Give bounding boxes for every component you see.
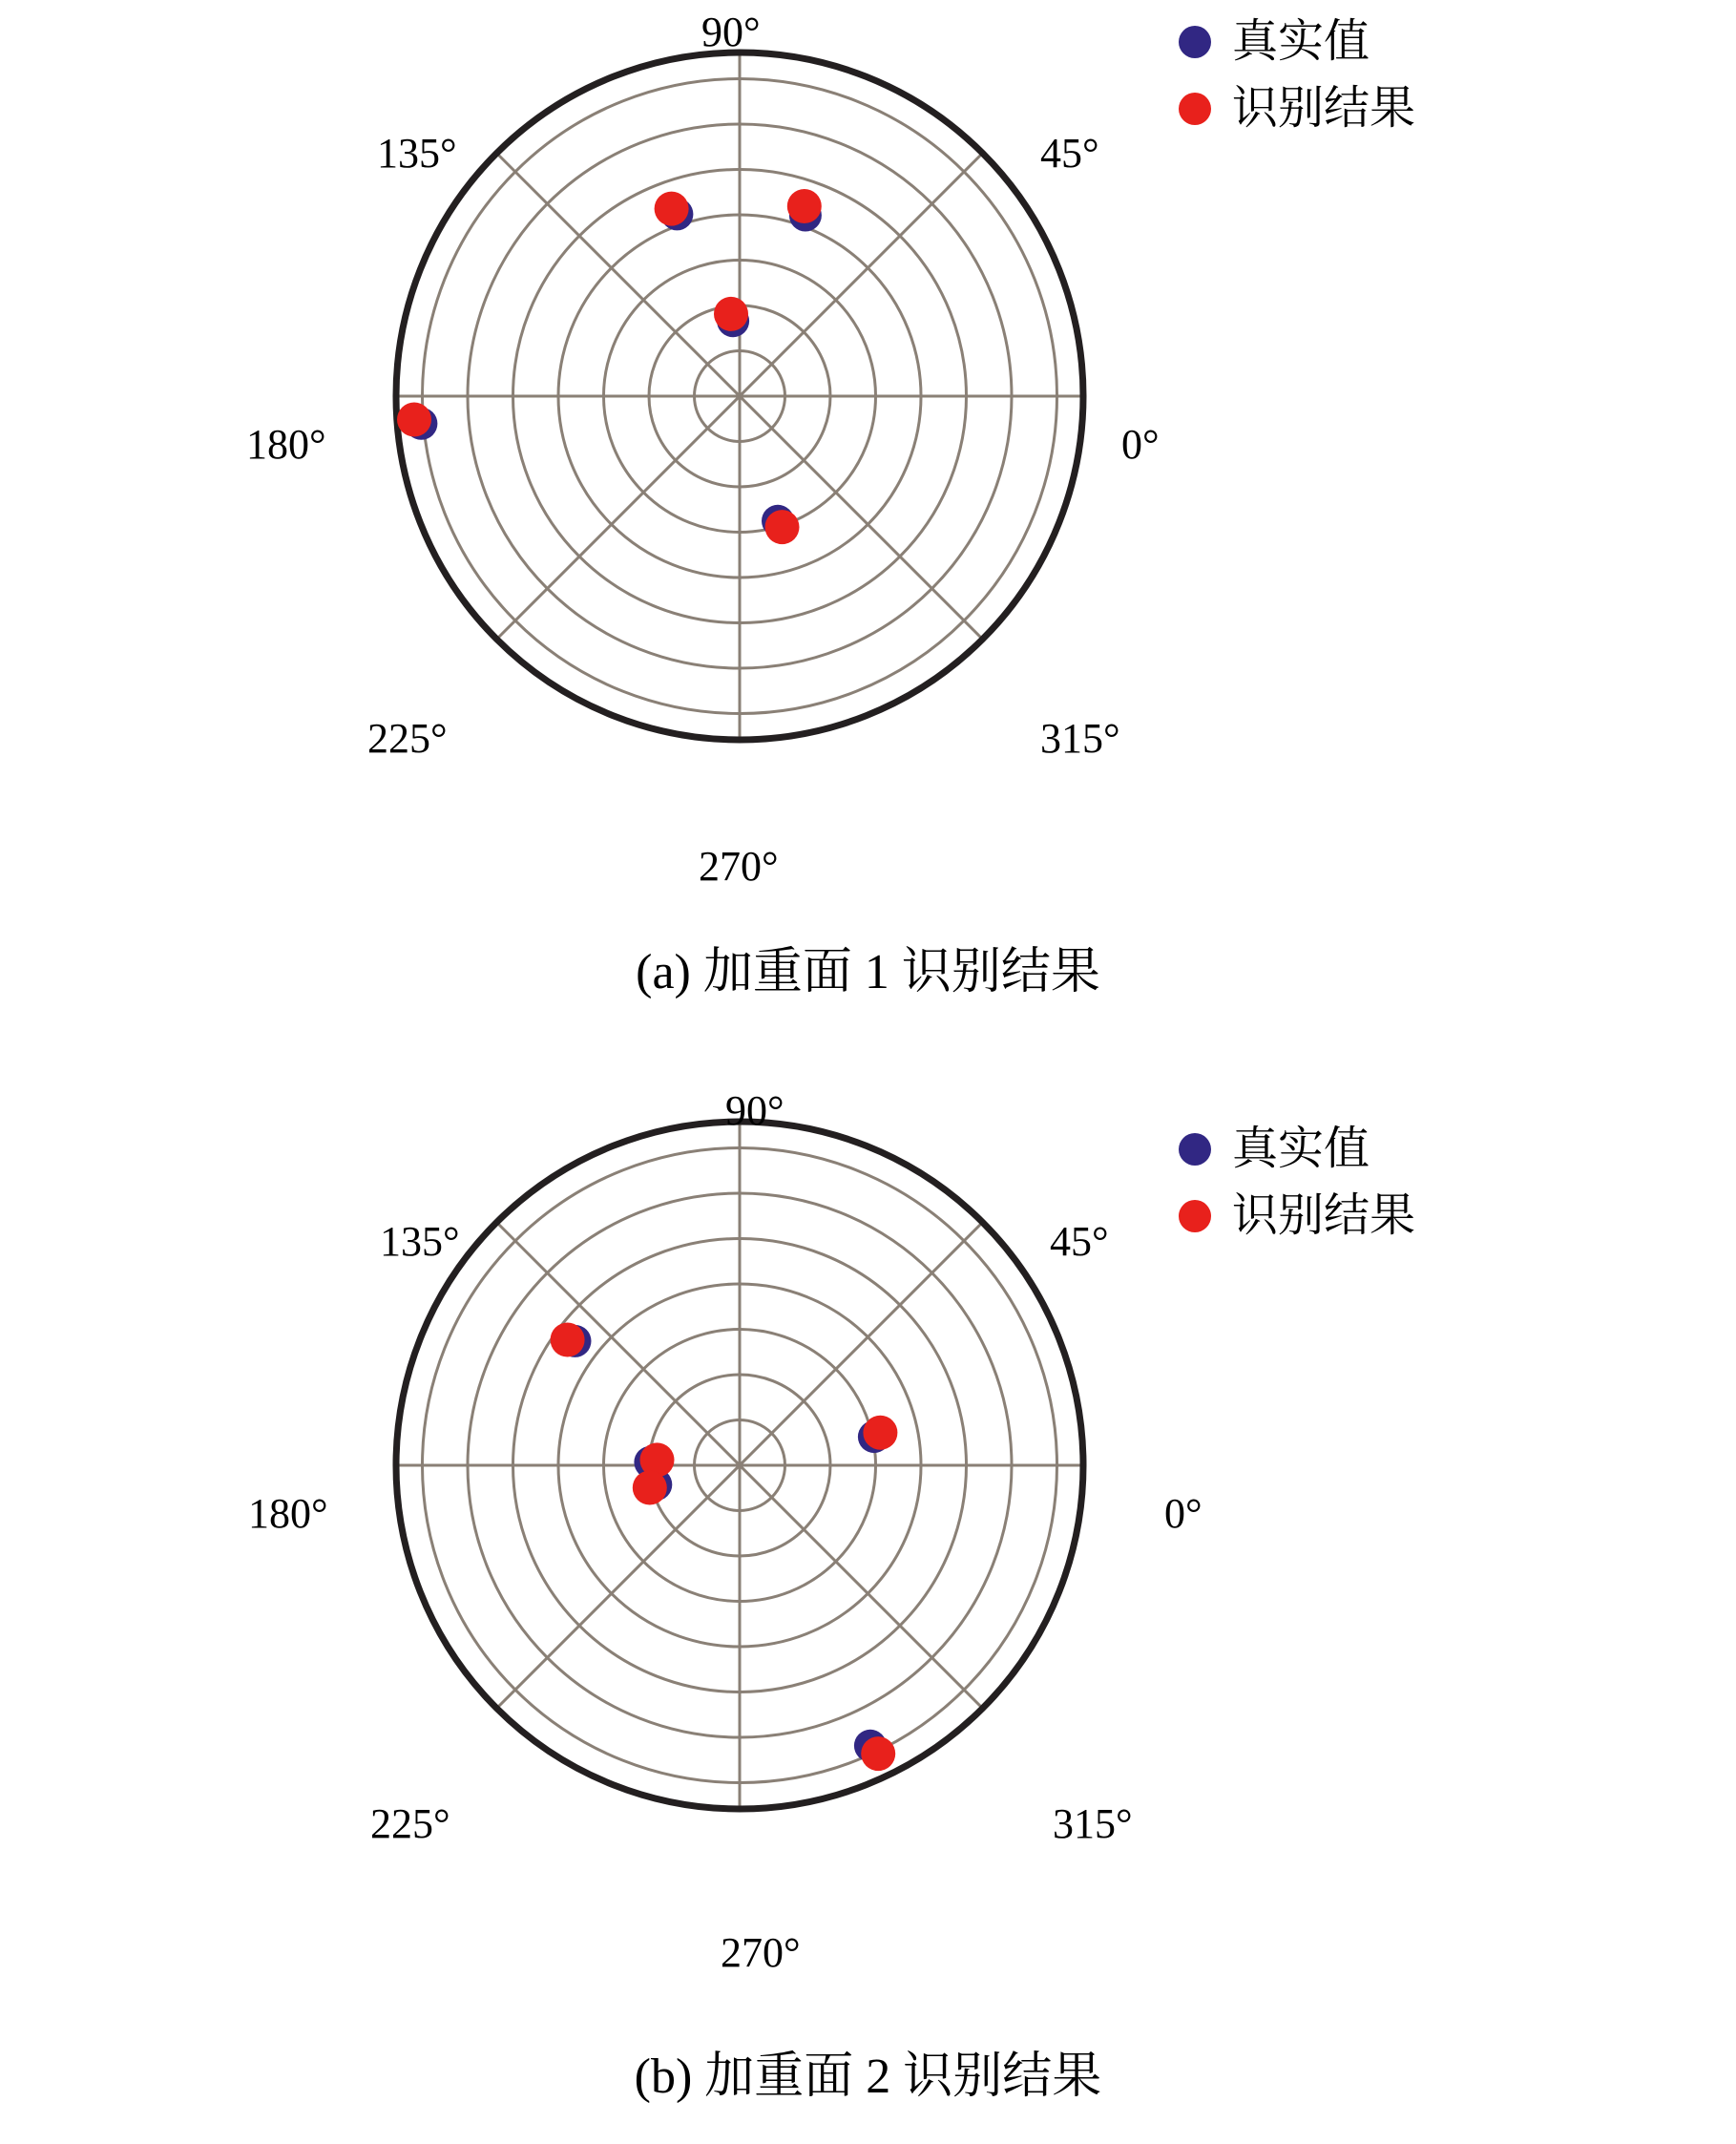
polar-grid-b bbox=[396, 1122, 1083, 1809]
polar-plot-b bbox=[377, 1103, 1102, 1828]
data-point-identified bbox=[765, 510, 800, 544]
legend-item-truth bbox=[1179, 1126, 1560, 1172]
legend-dot-identified-icon bbox=[1179, 93, 1211, 125]
legend-item-truth bbox=[1179, 16, 1560, 67]
axis-label-135deg: 135° bbox=[380, 1218, 460, 1265]
data-point-identified bbox=[787, 189, 822, 223]
axis-label-45deg: 45° bbox=[1040, 130, 1099, 177]
legend-dot-truth-icon bbox=[1179, 1133, 1211, 1166]
axis-label-135deg: 135° bbox=[377, 130, 457, 177]
legend-a bbox=[1179, 16, 1560, 153]
data-point-identified bbox=[861, 1736, 895, 1771]
axis-label-0deg: 0° bbox=[1164, 1490, 1203, 1537]
caption-a: (a) 加重面 1 识别结果 bbox=[636, 945, 1100, 999]
legend-label-truth: 真实值 bbox=[1232, 1124, 1370, 1174]
legend-dot-truth-icon bbox=[1179, 26, 1211, 58]
axis-label-90deg: 90° bbox=[725, 1087, 784, 1134]
data-point-identified bbox=[714, 297, 748, 331]
polar-chart-panel-a bbox=[0, 0, 1736, 1069]
axis-label-315deg: 315° bbox=[1040, 715, 1120, 762]
data-point-identified bbox=[397, 403, 431, 437]
axis-label-270deg: 270° bbox=[721, 1929, 801, 1976]
polar-grid-a bbox=[396, 53, 1083, 740]
legend-label-identified: 识别结果 bbox=[1232, 1190, 1416, 1241]
data-point-identified bbox=[863, 1416, 897, 1450]
axis-label-45deg: 45° bbox=[1050, 1218, 1109, 1265]
caption-b: (b) 加重面 2 识别结果 bbox=[634, 2049, 1102, 2104]
data-point-identified bbox=[551, 1323, 585, 1357]
axis-label-180deg: 180° bbox=[248, 1490, 328, 1537]
axis-label-0deg: 0° bbox=[1121, 421, 1160, 468]
axis-label-270deg: 270° bbox=[699, 843, 779, 890]
legend-item-identified bbox=[1179, 1190, 1560, 1241]
axis-label-90deg: 90° bbox=[701, 9, 761, 55]
polar-plot-b-svg bbox=[377, 1103, 1102, 1828]
legend-item-identified bbox=[1179, 83, 1560, 134]
polar-plot-a-svg bbox=[377, 33, 1102, 759]
polar-plot-a bbox=[377, 33, 1102, 759]
legend-label-truth: 真实值 bbox=[1232, 16, 1370, 67]
legend-label-identified: 识别结果 bbox=[1232, 83, 1416, 134]
legend-b bbox=[1179, 1126, 1560, 1260]
polar-chart-panel-b bbox=[0, 1069, 1736, 2138]
axis-label-315deg: 315° bbox=[1053, 1800, 1133, 1847]
data-point-identified bbox=[655, 192, 689, 226]
polar-points-b bbox=[551, 1323, 898, 1772]
legend-dot-identified-icon bbox=[1179, 1200, 1211, 1232]
axis-label-225deg: 225° bbox=[367, 715, 448, 762]
axis-label-225deg: 225° bbox=[370, 1800, 450, 1847]
axis-label-180deg: 180° bbox=[246, 421, 326, 468]
data-point-identified bbox=[633, 1471, 667, 1505]
